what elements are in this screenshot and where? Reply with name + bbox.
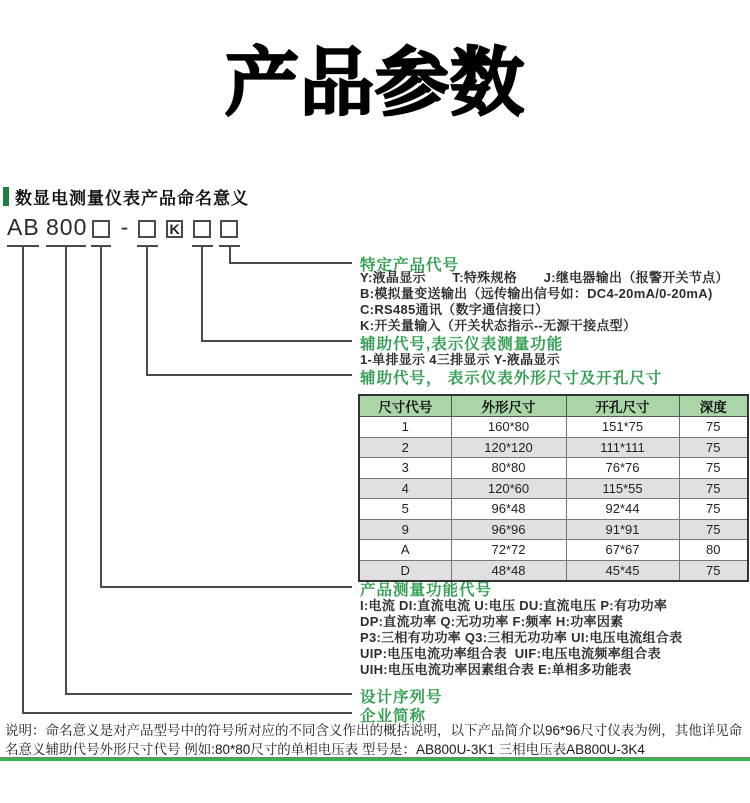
table-cell: 96*48	[451, 499, 566, 520]
table-cell: 75	[679, 478, 748, 499]
table-cell: 3	[359, 458, 451, 479]
callout-hline-series	[65, 693, 352, 695]
model-separator: -	[120, 214, 130, 240]
model-series: 800	[46, 214, 88, 240]
detail-line: DP:直流功率 Q:无功功率 F:频率 H:功率因素	[360, 614, 624, 629]
callout-line-series	[65, 246, 67, 695]
table-cell: 75	[679, 519, 748, 540]
table-cell: 75	[679, 560, 748, 581]
fixed-code-box: K	[166, 220, 183, 238]
table-cell: 96*96	[451, 519, 566, 540]
callout-hline-size	[146, 374, 352, 376]
table-cell: 72*72	[451, 540, 566, 561]
table-cell: A	[359, 540, 451, 561]
table-row	[359, 417, 748, 438]
detail-line: B:模拟量变送输出（远传输出信号如：DC4-20mA/0-20mA)	[360, 286, 713, 301]
table-cell: 4	[359, 478, 451, 499]
table-cell: 75	[679, 417, 748, 438]
detail-line: K:开关量输入（开关状态指示--无源干接点型）	[360, 318, 637, 333]
table-cell: 45*45	[566, 560, 679, 581]
callout-heading-display: 辅助代号,表示仪表测量功能	[360, 336, 564, 353]
table-cell: 75	[679, 499, 748, 520]
table-row	[359, 560, 748, 581]
section-title: 数显电测量仪表产品命名意义	[15, 189, 249, 208]
table-row	[359, 499, 748, 520]
table-cell: 120*60	[451, 478, 566, 499]
callout-line-size	[146, 246, 148, 376]
callout-heading-special: 特定产品代号	[360, 257, 460, 274]
table-cell: 75	[679, 458, 748, 479]
detail-line: UIH:电压电流功率因素组合表 E:单相多功能表	[360, 662, 632, 677]
col-header-size-code: 尺寸代号	[359, 395, 451, 417]
table-cell: 160*80	[451, 417, 566, 438]
col-header-outline-size: 外形尺寸	[451, 395, 566, 417]
callout-heading-series: 设计序列号	[360, 689, 443, 706]
table-cell: 111*111	[566, 437, 679, 458]
table-cell: 80	[679, 540, 748, 561]
model-prefix: AB	[7, 214, 40, 240]
table-cell: 80*80	[451, 458, 566, 479]
table-cell: 120*120	[451, 437, 566, 458]
table-row	[359, 478, 748, 499]
placeholder-box-1	[92, 220, 110, 238]
callout-heading-size: 辅助代号， 表示仪表外形尺寸及开孔尺寸	[360, 370, 663, 387]
callout-heading-function: 产品测量功能代号	[360, 582, 493, 599]
accent-bar	[3, 187, 9, 206]
callout-details-special	[360, 270, 729, 334]
callout-hline-company	[22, 712, 352, 714]
callout-heading-company: 企业简称	[360, 708, 427, 725]
callout-details-function	[360, 598, 682, 678]
callout-line-display	[201, 246, 203, 342]
table-cell: 1	[359, 417, 451, 438]
table-cell: 5	[359, 499, 451, 520]
callout-hline-display	[201, 340, 352, 342]
col-header-cutout-size: 开孔尺寸	[566, 395, 679, 417]
table-cell: 48*48	[451, 560, 566, 581]
table-cell: 92*44	[566, 499, 679, 520]
placeholder-box-4	[220, 220, 238, 238]
table-cell: 2	[359, 437, 451, 458]
bottom-divider	[0, 757, 750, 761]
col-header-depth: 深度	[679, 395, 748, 417]
table-row	[359, 458, 748, 479]
size-table	[358, 394, 747, 582]
table-cell: 67*67	[566, 540, 679, 561]
table-row	[359, 540, 748, 561]
callout-hline-function	[100, 586, 352, 588]
callout-hline-special	[229, 262, 352, 264]
table-cell: 9	[359, 519, 451, 540]
callout-line-company	[22, 246, 24, 714]
detail-line: C:RS485通讯（数字通信接口）	[360, 302, 549, 317]
detail-line: UIP:电压电流功率组合表 UIF:电压电流频率组合表	[360, 646, 661, 661]
section-header	[3, 184, 249, 209]
table-cell: 76*76	[566, 458, 679, 479]
table-header-row	[359, 395, 748, 417]
callout-line-function	[100, 246, 102, 588]
note-text: 说明：命名意义是对产品型号中的符号所对应的不同含义作出的概括说明，以下产品简介以96*96尺寸仪表为例，其他详见命名意义辅助代号外形尺寸代号 例如:80*80尺寸的单相电压表 型号是：AB800U-3K1 三相电压表AB800U-3K4	[5, 723, 743, 757]
detail-line: Y:液晶显示 T:特殊规格 J:继电器输出（报警开关节点）	[360, 270, 729, 285]
page-title: 产品参数	[225, 41, 525, 124]
table-cell: 91*91	[566, 519, 679, 540]
detail-line: P3:三相有功功率 Q3:三相无功功率 UI:电压电流组合表	[360, 630, 683, 645]
table-cell: 75	[679, 437, 748, 458]
table-cell: 115*55	[566, 478, 679, 499]
table-row	[359, 437, 748, 458]
placeholder-box-2	[138, 220, 156, 238]
size-table-body	[359, 417, 748, 581]
table-row	[359, 519, 748, 540]
table-cell: D	[359, 560, 451, 581]
table-cell: 151*75	[566, 417, 679, 438]
detail-line: 1-单排显示 4三排显示 Y-液晶显示	[360, 352, 560, 367]
placeholder-box-3	[193, 220, 211, 238]
detail-line: I:电流 DI:直流电流 U:电压 DU:直流电压 P:有功功率	[360, 598, 668, 613]
